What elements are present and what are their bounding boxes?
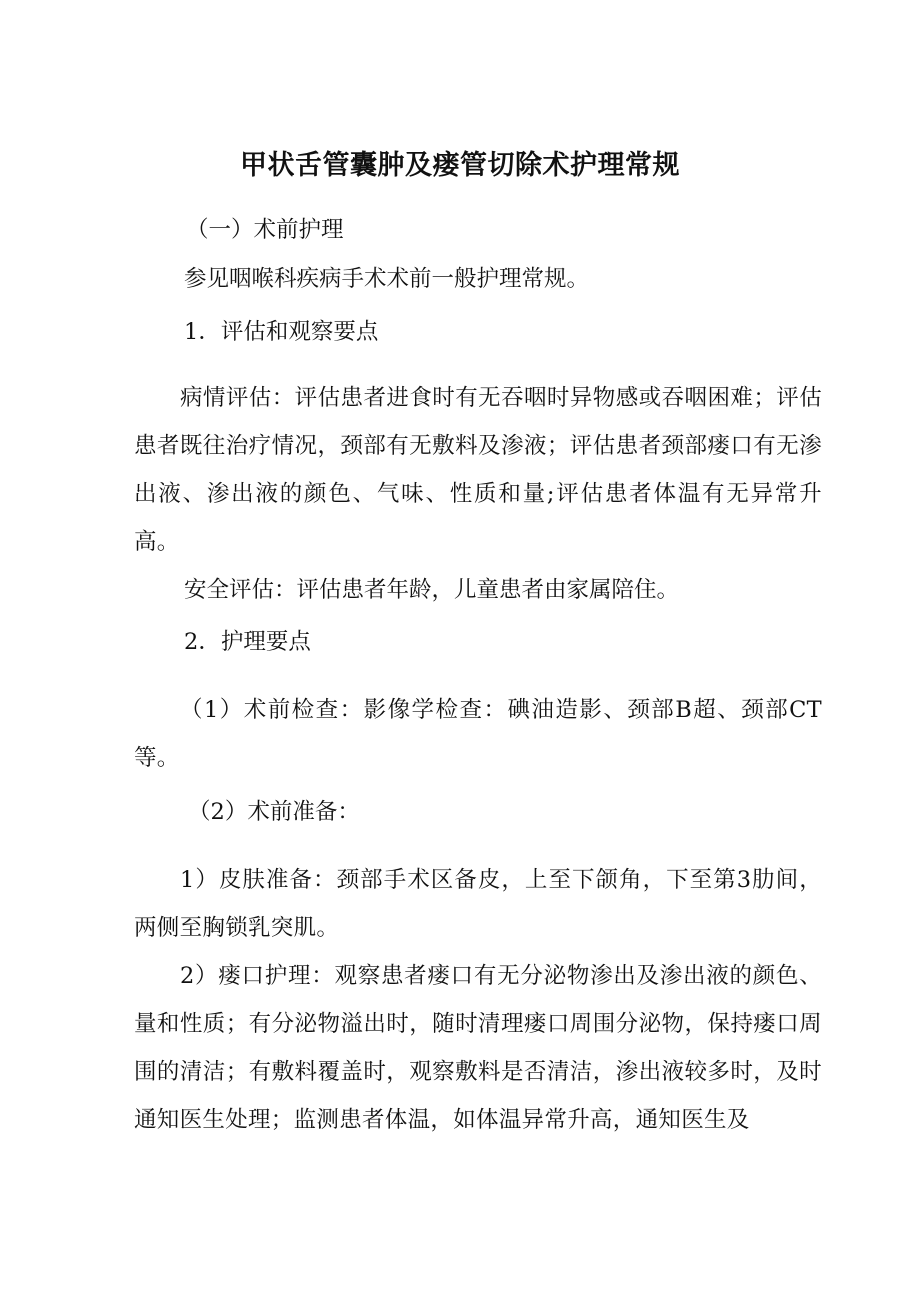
document-title: 甲状舌管囊肿及瘘管切除术护理常规 xyxy=(240,150,680,181)
heading-assessment-points: 1．评估和观察要点 xyxy=(184,319,379,345)
condition-assessment-paragraph: 病情评估：评估患者进食时有无吞咽时异物感或吞咽困难；评估患者既往治疗情况，颈部有无敷料及渗液；评估患者颈部瘘口有无渗出液、渗出液的颜色、气味、性质和量;评估患者体温有无异常升高。 xyxy=(134,385,822,555)
general-reference-paragraph: 参见咽喉科疾病手术术前一般护理常规。 xyxy=(184,266,590,292)
heading-nursing-points: 2．护理要点 xyxy=(184,629,311,655)
safety-assessment-paragraph: 安全评估：评估患者年龄，儿童患者由家属陪住。 xyxy=(184,577,680,603)
item-preop-preparation: （2）术前准备： xyxy=(188,799,360,825)
section-heading-preop: （一）术前护理 xyxy=(186,217,344,243)
item-preop-examination: （1）术前检查：影像学检查：碘油造影、颈部B超、颈部CT等。 xyxy=(134,697,822,771)
sub-item-skin-preparation: 1）皮肤准备：颈部手术区备皮，上至下颌角，下至第3肋间，两侧至胸锁乳突肌。 xyxy=(134,867,822,941)
sub-item-fistula-care: 2）瘘口护理：观察患者瘘口有无分泌物渗出及渗出液的颜色、量和性质；有分泌物溢出时，随时清理瘘口周围分泌物，保持瘘口周围的清洁；有敷料覆盖时，观察敷料是否清洁，渗出液较多时，及时通知医生处理；监测患者体温，如体温异常升高，通知医生及 xyxy=(134,963,822,1133)
